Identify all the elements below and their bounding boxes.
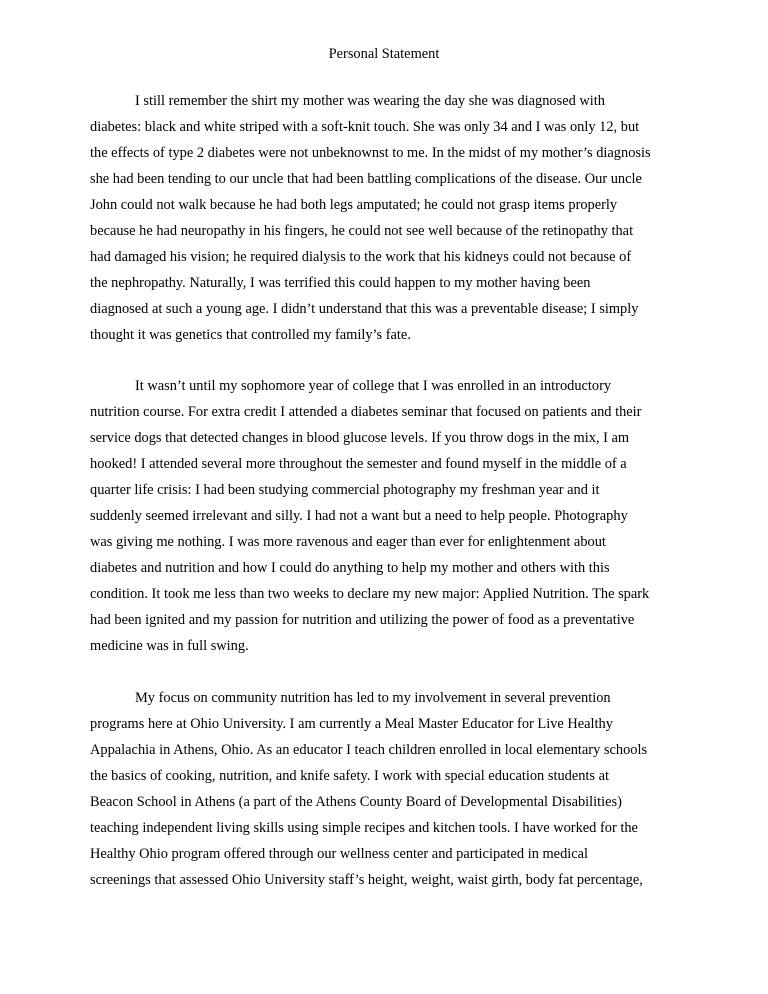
paragraph-line: was giving me nothing. I was more ravenous and eager than ever for enlightenment about (90, 534, 606, 550)
paragraph-line: condition. It took me less than two weeks to declare my new major: Applied Nutrition. The spark (90, 586, 650, 602)
page-title: Personal Statement (328, 46, 440, 62)
paragraph-line: suddenly seemed irrelevant and silly. I had not a want but a need to help people. Photography (90, 508, 628, 524)
paragraph-line: the nephropathy. Naturally, I was terrified this could happen to my mother having been (90, 275, 591, 291)
paragraph-line: I still remember the shirt my mother was wearing the day she was diagnosed with (135, 93, 605, 109)
paragraph-3 (90, 685, 690, 893)
paragraph-1 (90, 88, 690, 348)
paragraph-line: service dogs that detected changes in blood glucose levels. If you throw dogs in the mix, I am (90, 430, 630, 446)
paragraph-line: hooked! I attended several more throughout the semester and found myself in the middle of a (90, 456, 627, 472)
paragraph-line: thought it was genetics that controlled my family’s fate. (90, 327, 411, 343)
paragraph-line: quarter life crisis: I had been studying commercial photography my freshman year and it (90, 482, 600, 498)
paragraph-line: programs here at Ohio University. I am currently a Meal Master Educator for Live Healthy (90, 716, 613, 732)
paragraph-line: Beacon School in Athens (a part of the Athens County Board of Developmental Disabilities) (90, 794, 622, 810)
paragraph-line: screenings that assessed Ohio University staff’s height, weight, waist girth, body fat percentage, (90, 872, 643, 888)
paragraph-line: the basics of cooking, nutrition, and knife safety. I work with special education students at (90, 768, 609, 784)
paragraph-line: diabetes and nutrition and how I could do anything to help my mother and others with this (90, 560, 610, 576)
paragraph-line: teaching independent living skills using simple recipes and kitchen tools. I have worked for the (90, 820, 638, 836)
paragraph-line: John could not walk because he had both legs amputated; he could not grasp items properly (90, 197, 618, 213)
paragraph-line: had been ignited and my passion for nutrition and utilizing the power of food as a preventative (90, 612, 635, 628)
paragraph-line: diagnosed at such a young age. I didn’t understand that this was a preventable disease; I simply (90, 301, 639, 317)
paragraph-line: she had been tending to our uncle that had been battling complications of the disease. Our uncle (90, 171, 642, 187)
paragraph-line: diabetes: black and white striped with a soft-knit touch. She was only 34 and I was only 12, but (90, 119, 640, 135)
paragraph-line: It wasn’t until my sophomore year of college that I was enrolled in an introductory (135, 378, 612, 394)
paragraph-line: the effects of type 2 diabetes were not unbeknownst to me. In the midst of my mother’s diagnosis (90, 145, 651, 161)
paragraph-line: Healthy Ohio program offered through our wellness center and participated in medical (90, 846, 589, 862)
paragraph-line: Appalachia in Athens, Ohio. As an educator I teach children enrolled in local elementary schools (90, 742, 648, 758)
paragraph-line: medicine was in full swing. (90, 638, 249, 654)
paragraph-line: because he had neuropathy in his fingers, he could not see well because of the retinopathy that (90, 223, 634, 239)
paragraph-line: had damaged his vision; he required dialysis to the work that his kidneys could not because of (90, 249, 632, 265)
paragraph-line: nutrition course. For extra credit I attended a diabetes seminar that focused on patients and their (90, 404, 642, 420)
paragraph-line: My focus on community nutrition has led to my involvement in several prevention (135, 690, 611, 706)
paragraph-2 (90, 373, 690, 659)
